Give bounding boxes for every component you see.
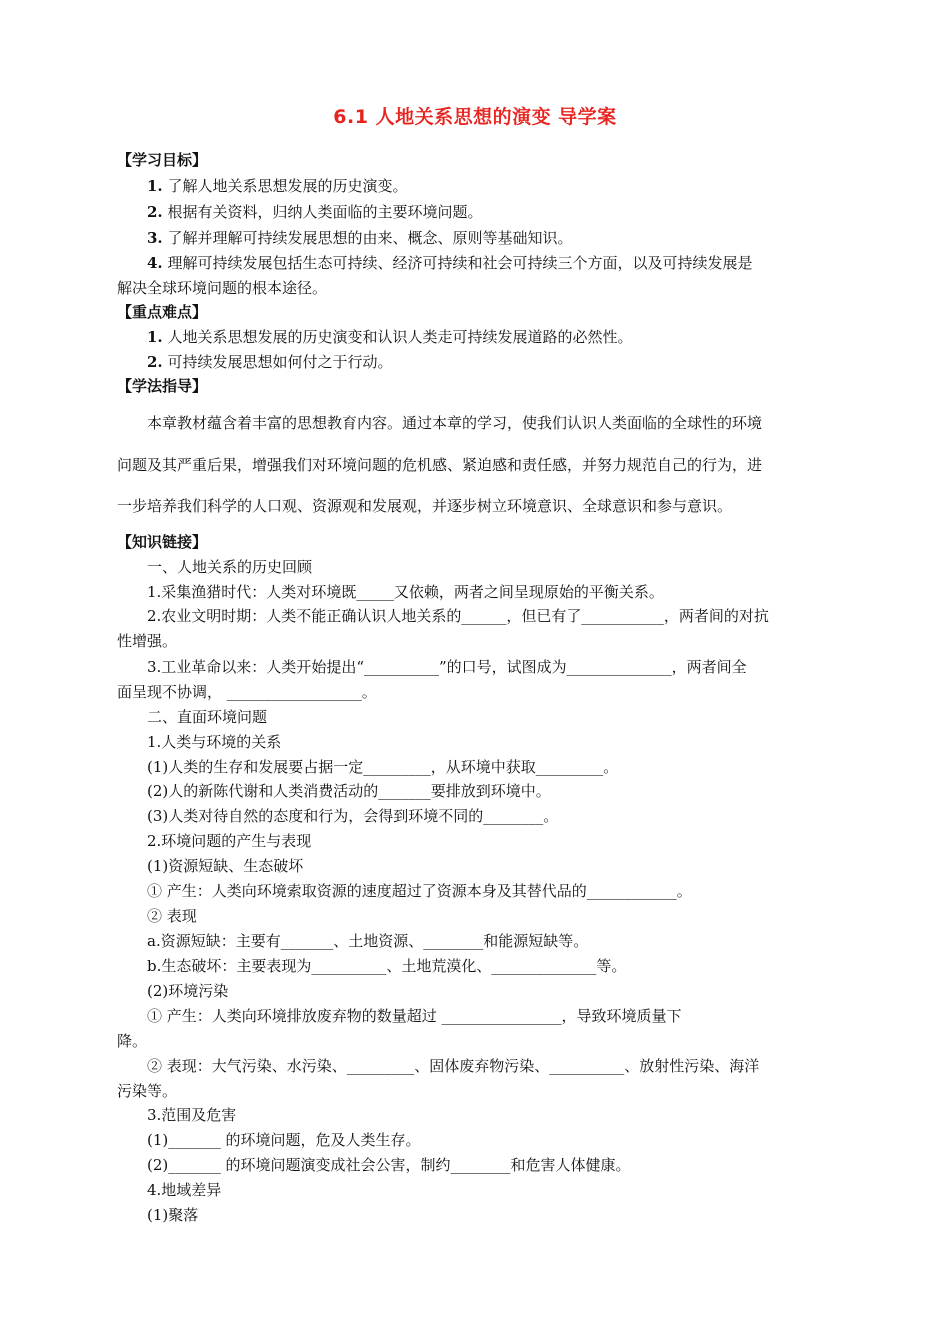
content-line: ① 产生：人类向环境索取资源的速度超过了资源本身及其替代品的____________。 — [147, 882, 692, 900]
content-line: ① 产生：人类向环境排放废弃物的数量超过 ________________，导致环境质量下 — [147, 1007, 682, 1025]
content-line: (3)人类对待自然的态度和行为，会得到环境不同的________。 — [147, 807, 559, 825]
content-line: 3.工业革命以来：人类开始提出“__________”的口号，试图成为______________，两者间全 — [147, 658, 747, 676]
keypoint-item: 1. 人地关系思想发展的历史演变和认识人类走可持续发展道路的必然性。 — [147, 328, 633, 346]
objectives-heading: 【学习目标】 — [117, 151, 208, 169]
content-line: 3.范围及危害 — [147, 1106, 237, 1124]
content-line: 性增强。 — [117, 632, 178, 650]
content-line: ② 表现 — [147, 907, 197, 925]
method-heading: 【学法指导】 — [117, 377, 208, 395]
method-paragraph-line: 本章教材蕴含着丰富的思想教育内容。通过本章的学习，使我们认识人类面临的全球性的环境 — [147, 414, 763, 432]
content-line: (1)_______ 的环境问题，危及人类生存。 — [147, 1131, 421, 1149]
objective-item-continuation: 解决全球环境问题的根本途径。 — [117, 279, 328, 297]
content-line: ② 表现：大气污染、水污染、_________、固体废弃物污染、__________、放射性污染、海洋 — [147, 1057, 760, 1075]
content-line: (1)资源短缺、生态破坏 — [147, 857, 304, 875]
content-line: b.生态破坏：主要表现为__________、土地荒漠化、______________等。 — [147, 957, 627, 975]
page-title: 6.1 人地关系思想的演变 导学案 — [333, 106, 617, 128]
method-paragraph-line: 一步培养我们科学的人口观、资源观和发展观，并逐步树立环境意识、全球意识和参与意识。 — [117, 497, 733, 515]
content-line: (1)人类的生存和发展要占据一定_________，从环境中获取_________。 — [147, 758, 619, 776]
content-line: (2)_______ 的环境问题演变成社会公害，制约________和危害人体健康。 — [147, 1156, 631, 1174]
objective-item: 4. 理解可持续发展包括生态可持续、经济可持续和社会可持续三个方面，以及可持续发展是 — [147, 254, 753, 272]
content-line: 1.采集渔猎时代：人类对环境既_____又依赖，两者之间呈现原始的平衡关系。 — [147, 583, 664, 601]
content-line: 降。 — [117, 1032, 148, 1050]
content-line: a.资源短缺：主要有_______、土地资源、________和能源短缺等。 — [147, 932, 589, 950]
section-heading: 二、直面环境问题 — [147, 708, 268, 726]
content-line: 1.人类与环境的关系 — [147, 733, 282, 751]
objective-item: 1. 了解人地关系思想发展的历史演变。 — [147, 177, 408, 195]
content-line: 2.农业文明时期：人类不能正确认识人地关系的______，但已有了___________，两者间的对抗 — [147, 607, 769, 625]
method-paragraph-line: 问题及其严重后果，增强我们对环境问题的危机感、紧迫感和责任感，并努力规范自己的行为，进 — [117, 456, 763, 474]
objective-item: 2. 根据有关资料，归纳人类面临的主要环境问题。 — [147, 203, 483, 221]
objective-item: 3. 了解并理解可持续发展思想的由来、概念、原则等基础知识。 — [147, 229, 573, 247]
content-line: 面呈现不协调， __________________。 — [117, 683, 377, 701]
links-heading: 【知识链接】 — [117, 533, 208, 551]
content-line: 4.地域差异 — [147, 1181, 222, 1199]
keypoints-heading: 【重点难点】 — [117, 303, 208, 321]
content-line: 污染等。 — [117, 1082, 178, 1100]
keypoint-item: 2. 可持续发展思想如何付之于行动。 — [147, 353, 393, 371]
content-line: (2)人的新陈代谢和人类消费活动的_______要排放到环境中。 — [147, 782, 551, 800]
section-heading: 一、人地关系的历史回顾 — [147, 558, 313, 576]
content-line: (1)聚落 — [147, 1206, 199, 1224]
content-line: (2)环境污染 — [147, 982, 229, 1000]
content-line: 2.环境问题的产生与表现 — [147, 832, 312, 850]
